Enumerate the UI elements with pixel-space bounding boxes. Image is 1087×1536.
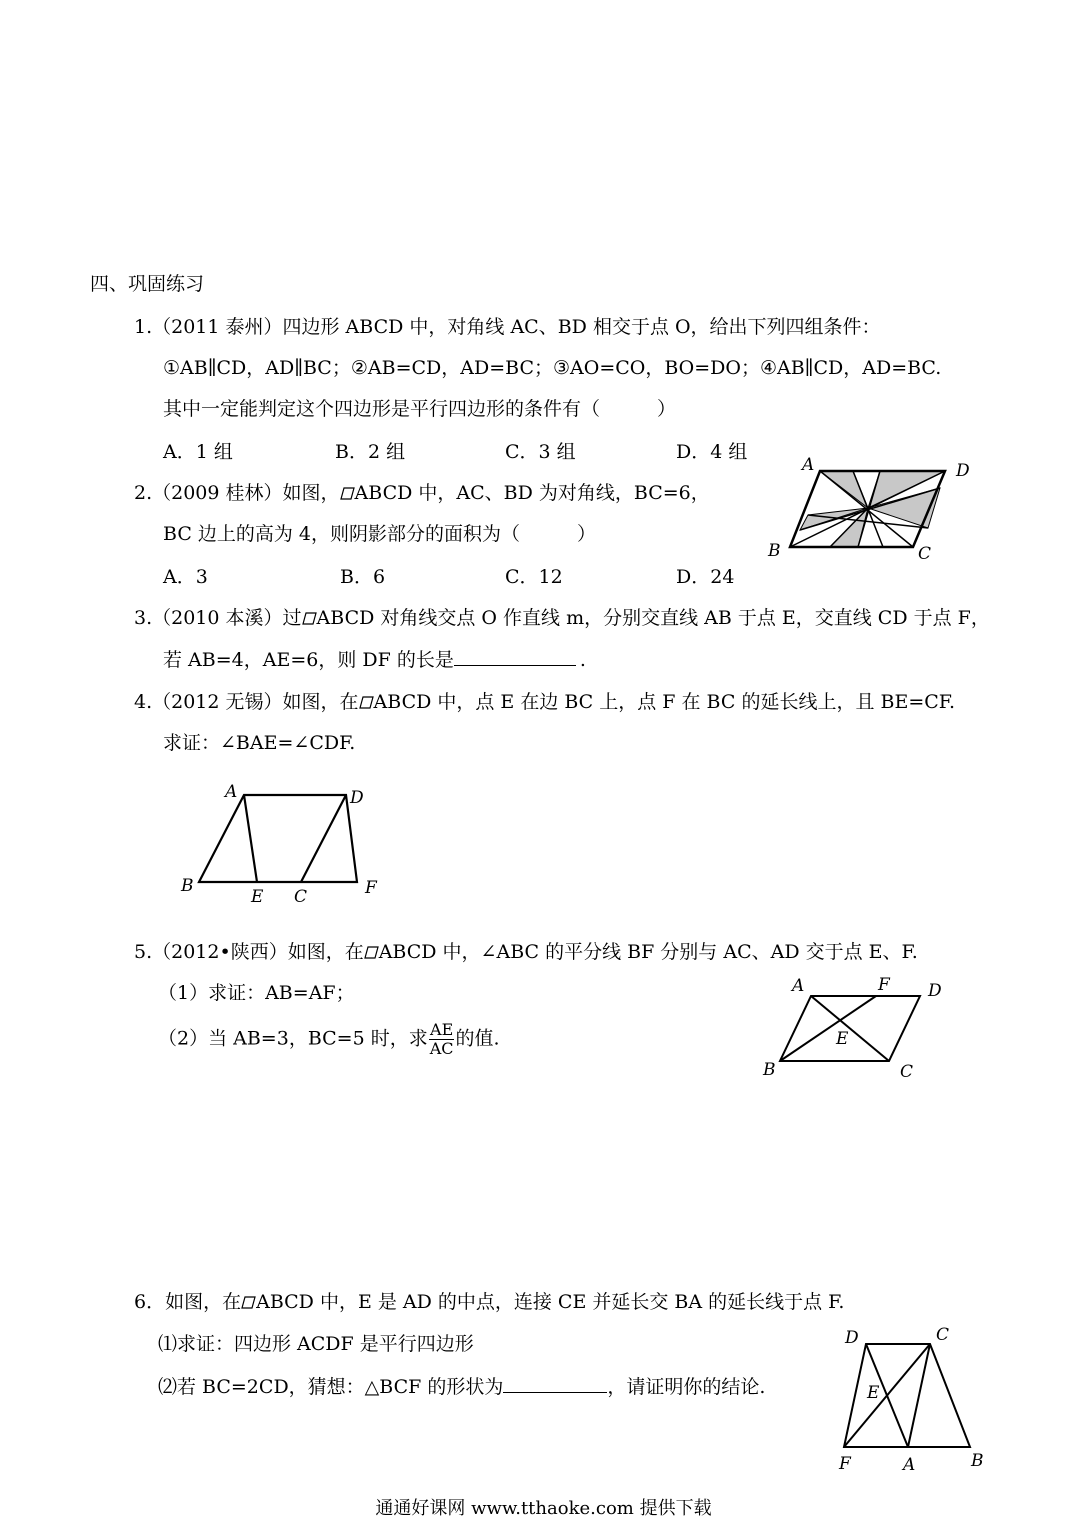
q4-label-c: C <box>294 887 308 907</box>
parallelogram-icon <box>359 696 374 709</box>
q2-option-d: D．24 <box>676 566 735 588</box>
q6-label-f: F <box>839 1454 851 1474</box>
q6-rest: ABCD 中，E 是 AD 的中点，连接 CE 并延长交 BA 的延长线于点 F. <box>256 1291 845 1313</box>
q4-segment-ae <box>244 795 257 882</box>
q4-label-f: F <box>365 878 377 898</box>
q6-part1: ⑴求证：四边形 ACDF 是平行四边形 <box>158 1333 474 1355</box>
q3-end: . <box>579 649 586 671</box>
q4-label-d: D <box>350 788 364 808</box>
q3-prefix: 3.（2010 本溪）过 <box>134 607 302 629</box>
page-footer: 通通好课网 www.tthaoke.com 提供下载 <box>375 1498 712 1519</box>
q2-label-d: D <box>956 461 970 481</box>
q2-prefix: 2.（2009 桂林）如图， <box>134 482 340 504</box>
q3-answer-blank[interactable] <box>454 647 576 666</box>
q4-segment-dc <box>301 795 346 882</box>
q2-option-c: C．12 <box>505 566 563 588</box>
q6-part2-post: ，请证明你的结论. <box>607 1376 766 1398</box>
q5-fraction <box>429 1021 455 1058</box>
q6-part2 <box>158 1374 765 1399</box>
q6-part2-pre: ⑵若 BC=2CD，猜想：△BCF 的形状为 <box>158 1376 504 1398</box>
q2-figure <box>760 455 980 565</box>
q6-label-e: E <box>867 1383 880 1403</box>
q3-line2-text: 若 AB=4，AE=6，则 DF 的长是 <box>163 649 454 671</box>
q5-prefix: 5.（2012•陕西）如图，在 <box>134 941 364 963</box>
q5-part2-post: 的值. <box>455 1027 500 1050</box>
q5-line1 <box>134 940 918 964</box>
parallelogram-icon <box>340 487 355 500</box>
q6-label-b: B <box>971 1451 984 1471</box>
q3-line2 <box>163 647 586 672</box>
q2-rest: ABCD 中，AC、BD 为对角线，BC=6， <box>354 482 710 504</box>
q5-frac-den: AC <box>429 1039 454 1058</box>
q1-option-d: D．4 组 <box>676 441 748 463</box>
q6-segment-ca <box>908 1344 930 1447</box>
q5-label-e: E <box>836 1029 849 1049</box>
q3-rest: ABCD 对角线交点 O 作直线 m，分别交直线 AB 于点 E，交直线 CD 于点 F， <box>316 607 990 629</box>
q6-label-d: D <box>845 1328 859 1348</box>
q6-figure <box>835 1322 995 1475</box>
q2-label-b: B <box>768 541 781 561</box>
q4-label-b: B <box>181 876 194 896</box>
q5-label-a: A <box>792 976 805 996</box>
q5-label-c: C <box>900 1062 914 1082</box>
q4-figure <box>175 780 385 910</box>
q2-line2: BC 边上的高为 4，则阴影部分的面积为（ ） <box>163 523 597 545</box>
q1-option-a: A．1 组 <box>163 441 233 463</box>
q3-line1 <box>134 606 990 630</box>
q1-line1: 1.（2011 泰州）四边形 ABCD 中，对角线 AC、BD 相交于点 O，给出下列四组条件： <box>134 316 881 338</box>
q6-prefix: 6．如图，在 <box>134 1291 242 1313</box>
q5-frac-num: AE <box>430 1020 454 1039</box>
q5-rest: ABCD 中，∠ABC 的平分线 BF 分别与 AC、AD 交于点 E、F. <box>378 941 918 963</box>
q5-figure <box>755 975 955 1085</box>
q4-label-e: E <box>251 887 264 907</box>
q1-option-b: B．2 组 <box>335 441 406 463</box>
section-title: 四、巩固练习 <box>90 273 205 295</box>
q2-option-b: B．6 <box>340 566 386 588</box>
q1-line2: ①AB∥CD，AD∥BC；②AB=CD，AD=BC；③AO=CO，BO=DO；④AB∥CD，AD=BC. <box>163 357 942 379</box>
q5-diagonal-ac <box>811 996 889 1061</box>
q5-part1: （1）求证：AB=AF； <box>158 982 355 1004</box>
q4-line2: 求证：∠BAE=∠CDF. <box>163 732 356 754</box>
q2-label-c: C <box>918 544 932 564</box>
q1-option-c: C．3 组 <box>505 441 576 463</box>
q2-label-a: A <box>802 455 815 475</box>
q2-line1 <box>134 481 710 505</box>
parallelogram-icon <box>302 612 317 625</box>
q5-part2 <box>158 1021 500 1058</box>
q1-line3: 其中一定能判定这个四边形是平行四边形的条件有（ ） <box>163 398 677 420</box>
q4-line1 <box>134 690 955 714</box>
q6-quadrilateral <box>844 1344 970 1447</box>
q6-line1 <box>134 1290 844 1314</box>
q4-prefix: 4.（2012 无锡）如图，在 <box>134 691 359 713</box>
q6-label-c: C <box>936 1325 950 1345</box>
q4-trapezoid <box>199 795 357 882</box>
parallelogram-icon <box>364 946 379 959</box>
q2-option-a: A．3 <box>163 566 208 588</box>
q5-label-f: F <box>878 975 890 995</box>
q5-part2-pre: （2）当 AB=3，BC=5 时，求 <box>158 1027 428 1050</box>
q6-label-a: A <box>903 1455 916 1475</box>
q6-answer-blank[interactable] <box>503 1374 607 1393</box>
q4-label-a: A <box>225 782 238 802</box>
q5-label-d: D <box>928 981 942 1001</box>
parallelogram-icon <box>241 1296 256 1309</box>
q6-segment-cf <box>844 1344 930 1447</box>
q5-label-b: B <box>763 1060 776 1080</box>
q4-rest: ABCD 中，点 E 在边 BC 上，点 F 在 BC 的延长线上，且 BE=CF. <box>373 691 956 713</box>
